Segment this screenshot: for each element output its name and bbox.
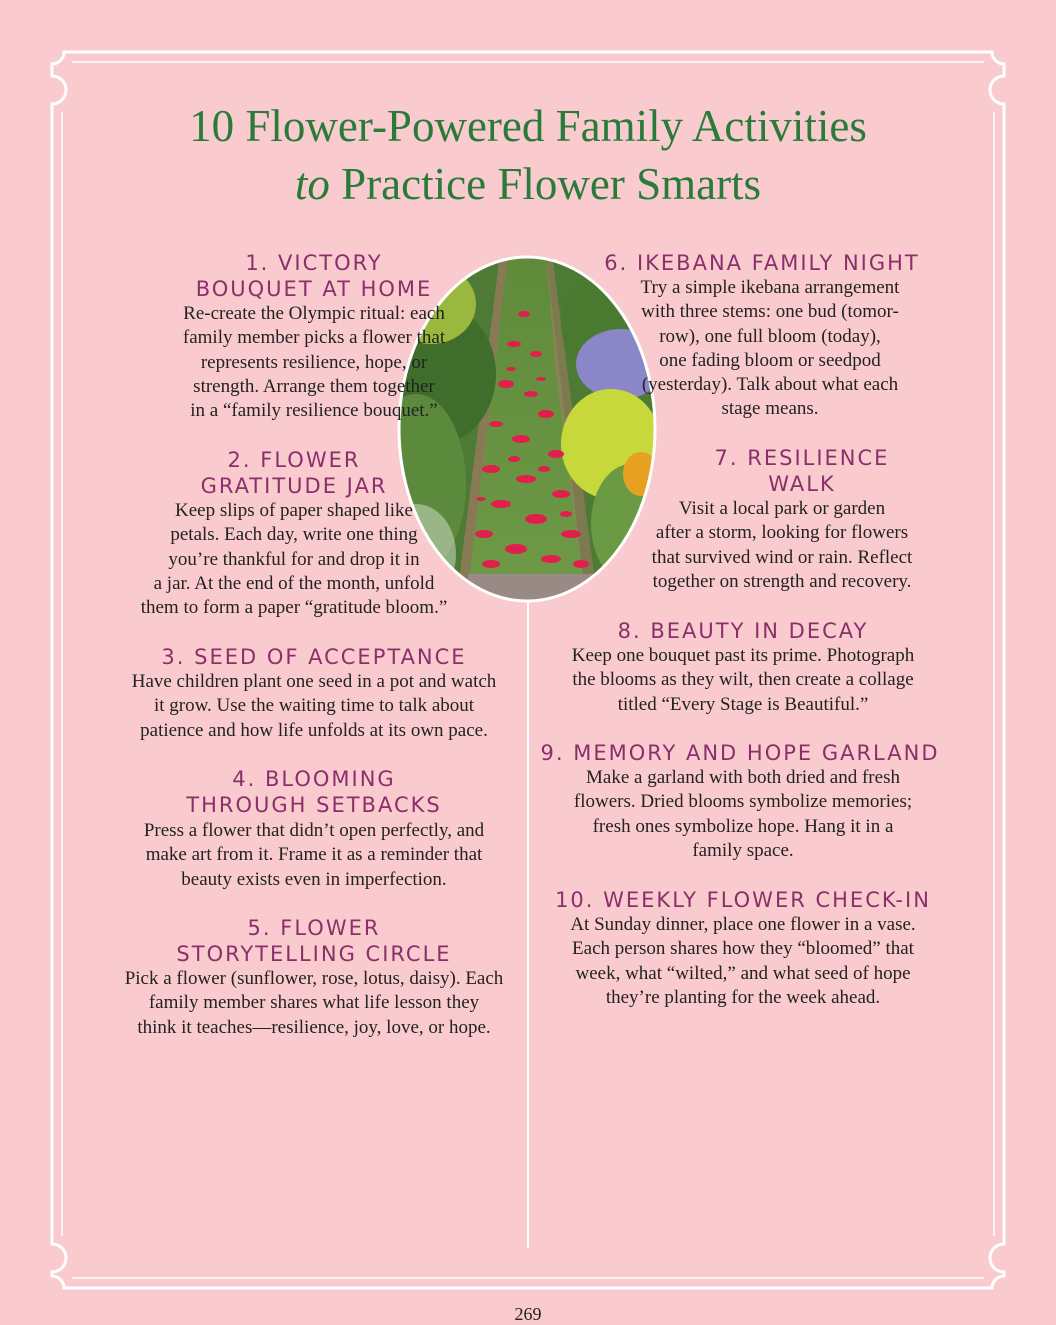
text-line: Visit a local park or garden [678,498,886,519]
activity-10-heading [538,887,948,913]
activity-1-heading [108,250,520,302]
activity-6-text [580,276,960,422]
text-line: titled “Every Stage is Beautiful.” [617,693,869,715]
text-line: that survived wind or rain. Reflect [651,546,913,568]
activity-2-heading [88,447,500,499]
heading-line: 2. FLOWER [227,448,361,472]
heading-line: 1. VICTORY [245,251,383,275]
title-line-2-rest: Practice Flower Smarts [329,159,762,209]
title-line-1: 10 Flower-Powered Family Activities [189,101,867,151]
text-line: Keep one bouquet past its prime. Photograph [571,645,915,666]
heading-line: 4. BLOOMING [232,767,396,791]
heading-line: 10. WEEKLY FLOWER CHECK-IN [555,888,931,912]
text-line: Have children plant one seed in a pot and watch [131,671,497,692]
text-line: Make a garland with both dried and fresh [586,767,900,788]
text-line: a jar. At the end of the month, unfold [153,572,435,594]
activity-7-heading [602,445,1002,497]
text-line: together on strength and recovery. [652,570,912,592]
text-line: stage means. [721,398,819,420]
text-line: represents resilience, hope, or [200,351,428,373]
text-line: patience and how life unfolds at its own pace. [140,719,488,741]
page-number: 269 [514,1304,542,1324]
text-line: Keep slips of paper shaped like [175,500,413,521]
heading-line: 6. IKEBANA FAMILY NIGHT [604,251,920,275]
text-line: flowers. Dried blooms symbolize memories; [573,791,913,813]
text-line: the blooms as they wilt, then create a collage [572,669,914,691]
activity-3-heading [108,644,520,670]
activity-4-text [108,819,520,892]
text-line: fresh ones symbolize hope. Hang it in a [592,815,894,837]
heading-line: 9. MEMORY AND HOPE GARLAND [540,741,940,765]
activity-1-text [108,302,520,423]
text-line: Press a flower that didn’t open perfectly, and [143,820,485,841]
text-line: beauty exists even in imperfection. [181,868,447,890]
text-line: family member shares what life lesson they [148,992,480,1014]
text-line: petals. Each day, write one thing [170,524,418,546]
text-line: Try a simple ikebana arrangement [640,277,900,298]
text-line: Pick a flower (sunflower, rose, lotus, daisy). Each [124,968,504,989]
page-title [0,97,1056,213]
text-line: week, what “wilted,” and what seed of hope [575,962,911,984]
text-line: after a storm, looking for flowers [655,522,909,544]
text-line: with three stems: one bud (tomor- [641,301,899,323]
activity-5-heading [108,915,520,967]
activity-9-text [538,766,948,863]
text-line: think it teaches—resilience, joy, love, or hope. [137,1016,491,1038]
text-line: it grow. Use the waiting time to talk about [153,695,475,717]
text-line: them to form a paper “gratitude bloom.” [140,597,448,619]
text-line: strength. Arrange them together [193,375,435,397]
activity-4-heading [108,766,520,818]
activity-9-heading [534,740,946,766]
text-line: Re-create the Olympic ritual: each [183,303,445,324]
heading-line: WALK [768,472,836,496]
activity-10-text [538,913,948,1010]
text-line: At Sunday dinner, place one flower in a vase. [570,914,916,935]
text-line: in a “family resilience bouquet.” [190,400,438,422]
heading-line: GRATITUDE JAR [200,474,388,498]
heading-line: 8. BEAUTY IN DECAY [617,619,869,643]
text-line: they’re planting for the week ahead. [605,986,881,1008]
activity-8-text [538,644,948,717]
heading-line: 5. FLOWER [247,916,381,940]
text-line: (yesterday). Talk about what each [641,374,899,396]
activity-2-text [88,499,500,620]
text-line: family space. [692,839,794,861]
heading-line: 3. SEED OF ACCEPTANCE [161,645,467,669]
heading-line: THROUGH SETBACKS [186,793,442,817]
activity-6-heading [562,250,962,276]
column-divider [527,600,529,1248]
heading-line: BOUQUET AT HOME [195,277,433,301]
text-line: you’re thankful for and drop it in [168,548,420,570]
text-line: make art from it. Frame it as a reminder that [145,844,483,866]
activity-5-text [108,967,520,1040]
activity-3-text [108,670,520,743]
text-line: family member picks a flower that [182,327,446,349]
text-line: row), one full bloom (today), [659,325,881,347]
heading-line: STORYTELLING CIRCLE [176,942,452,966]
heading-line: 7. RESILIENCE [714,446,890,470]
text-line: one fading bloom or seedpod [659,349,881,371]
activity-8-heading [538,618,948,644]
text-line: Each person shares how they “bloomed” that [572,938,914,960]
title-italic-word: to [294,159,330,209]
activity-7-text [582,497,982,594]
title-line-2 [0,155,1056,213]
